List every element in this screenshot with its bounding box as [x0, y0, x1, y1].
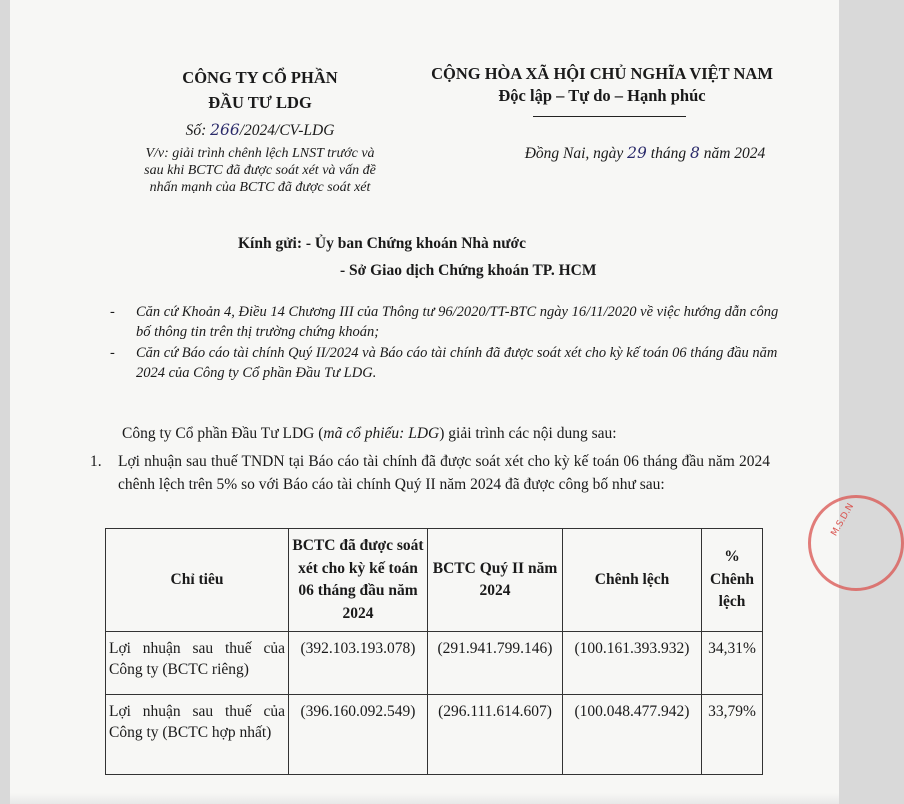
cell-q2: (291.941.799.146)	[428, 632, 563, 695]
header-q2: BCTC Quý II năm 2024	[428, 529, 563, 632]
cell-pct: 33,79%	[702, 695, 763, 775]
table-row	[106, 695, 763, 775]
doc-no-suffix: /2024/CV-LDG	[239, 122, 335, 139]
company-line-1: CÔNG TY CỔ PHẦN	[182, 68, 338, 87]
date-month: 8	[689, 144, 700, 162]
page-bottom-edge	[10, 793, 839, 804]
row-label: Lợi nhuận sau thuế của Công ty (BCTC riêng)	[106, 632, 289, 695]
nation-motto: Độc lập – Tự do – Hạnh phúc	[498, 86, 706, 105]
national-header	[402, 63, 802, 107]
cell-reviewed: (392.103.193.078)	[289, 632, 428, 695]
nation-title: CỘNG HÒA XÃ HỘI CHỦ NGHĨA VIỆT NAM	[431, 64, 773, 83]
recipients-label: Kính gửi:	[238, 235, 302, 252]
date-day: 29	[627, 144, 647, 162]
motto-underline	[533, 116, 686, 117]
legal-bases	[110, 302, 790, 384]
recipient-1: - Ủy ban Chứng khoán Nhà nước	[305, 235, 527, 252]
document-number	[150, 121, 370, 140]
recipients-line-1	[238, 235, 526, 253]
recipient-2: - Sở Giao dịch Chứng khoán TP. HCM	[340, 262, 597, 279]
doc-no-handwritten: 266	[210, 121, 240, 139]
bullet-dash: -	[110, 304, 115, 320]
intro-after: ) giải trình các nội dung sau:	[439, 425, 617, 442]
cell-q2: (296.111.614.607)	[428, 695, 563, 775]
doc-no-prefix: Số:	[185, 122, 211, 139]
item-1-text: Lợi nhuận sau thuế TNDN tại Báo cáo tài chính đã được soát xét cho kỳ kế toán 06 tháng đầu năm 2024 chênh lệch trên 5% so với Báo cáo tài chính Quý II năm 2024 đã được công bố như sau:	[118, 453, 770, 493]
basis-item	[110, 343, 790, 383]
date-prefix: Đồng Nai, ngày	[524, 145, 628, 162]
cell-diff: (100.161.393.932)	[563, 632, 702, 695]
date-line	[480, 144, 810, 163]
company-line-2: ĐẦU TƯ LDG	[208, 93, 312, 112]
basis-text: Căn cứ Khoản 4, Điều 14 Chương III của Thông tư 96/2020/TT-BTC ngày 16/11/2020 về việc hướng dẫn công bố thông tin trên thị trường chứng khoán;	[136, 304, 779, 340]
document-subject	[110, 145, 410, 196]
table-row	[106, 632, 763, 695]
cell-pct: 34,31%	[702, 632, 763, 695]
intro-before: Công ty Cổ phần Đầu Tư LDG (	[122, 425, 324, 442]
row-label: Lợi nhuận sau thuế của Công ty (BCTC hợp nhất)	[106, 695, 289, 775]
seal-text: M.S.D.N	[829, 502, 857, 538]
subject-line-2: sau khi BCTC đã được soát xét và vấn đề	[144, 163, 376, 178]
header-diff: Chênh lệch	[563, 529, 702, 632]
header-indicator: Chỉ tiêu	[106, 529, 289, 632]
cell-diff: (100.048.477.942)	[563, 695, 702, 775]
basis-text: Căn cứ Báo cáo tài chính Quý II/2024 và Báo cáo tài chính đã được soát xét cho kỳ kế toán 06 tháng đầu năm 2024 của Công ty Cổ phần Đầu Tư LDG.	[136, 345, 778, 381]
table-header-row	[106, 529, 763, 632]
item-1-number: 1.	[90, 453, 102, 470]
bullet-dash: -	[110, 345, 115, 361]
date-mid: tháng	[646, 145, 690, 162]
basis-item	[110, 302, 790, 342]
document-page	[10, 0, 857, 804]
intro-ticker: mã cổ phiếu: LDG	[323, 425, 440, 442]
item-1	[90, 451, 770, 496]
intro-paragraph	[122, 425, 802, 443]
profit-comparison-table	[105, 528, 763, 775]
company-seal	[808, 495, 904, 591]
date-suffix: năm 2024	[699, 145, 766, 162]
cell-reviewed: (396.160.092.549)	[289, 695, 428, 775]
subject-line-1: V/v: giải trình chênh lệch LNST trước và	[145, 146, 375, 161]
header-pct: % Chênh lệch	[702, 529, 763, 632]
company-name	[150, 65, 370, 115]
header-reviewed: BCTC đã được soát xét cho kỳ kế toán 06 tháng đầu năm 2024	[289, 529, 428, 632]
subject-line-3: nhấn mạnh của BCTC đã được soát xét	[149, 180, 371, 195]
